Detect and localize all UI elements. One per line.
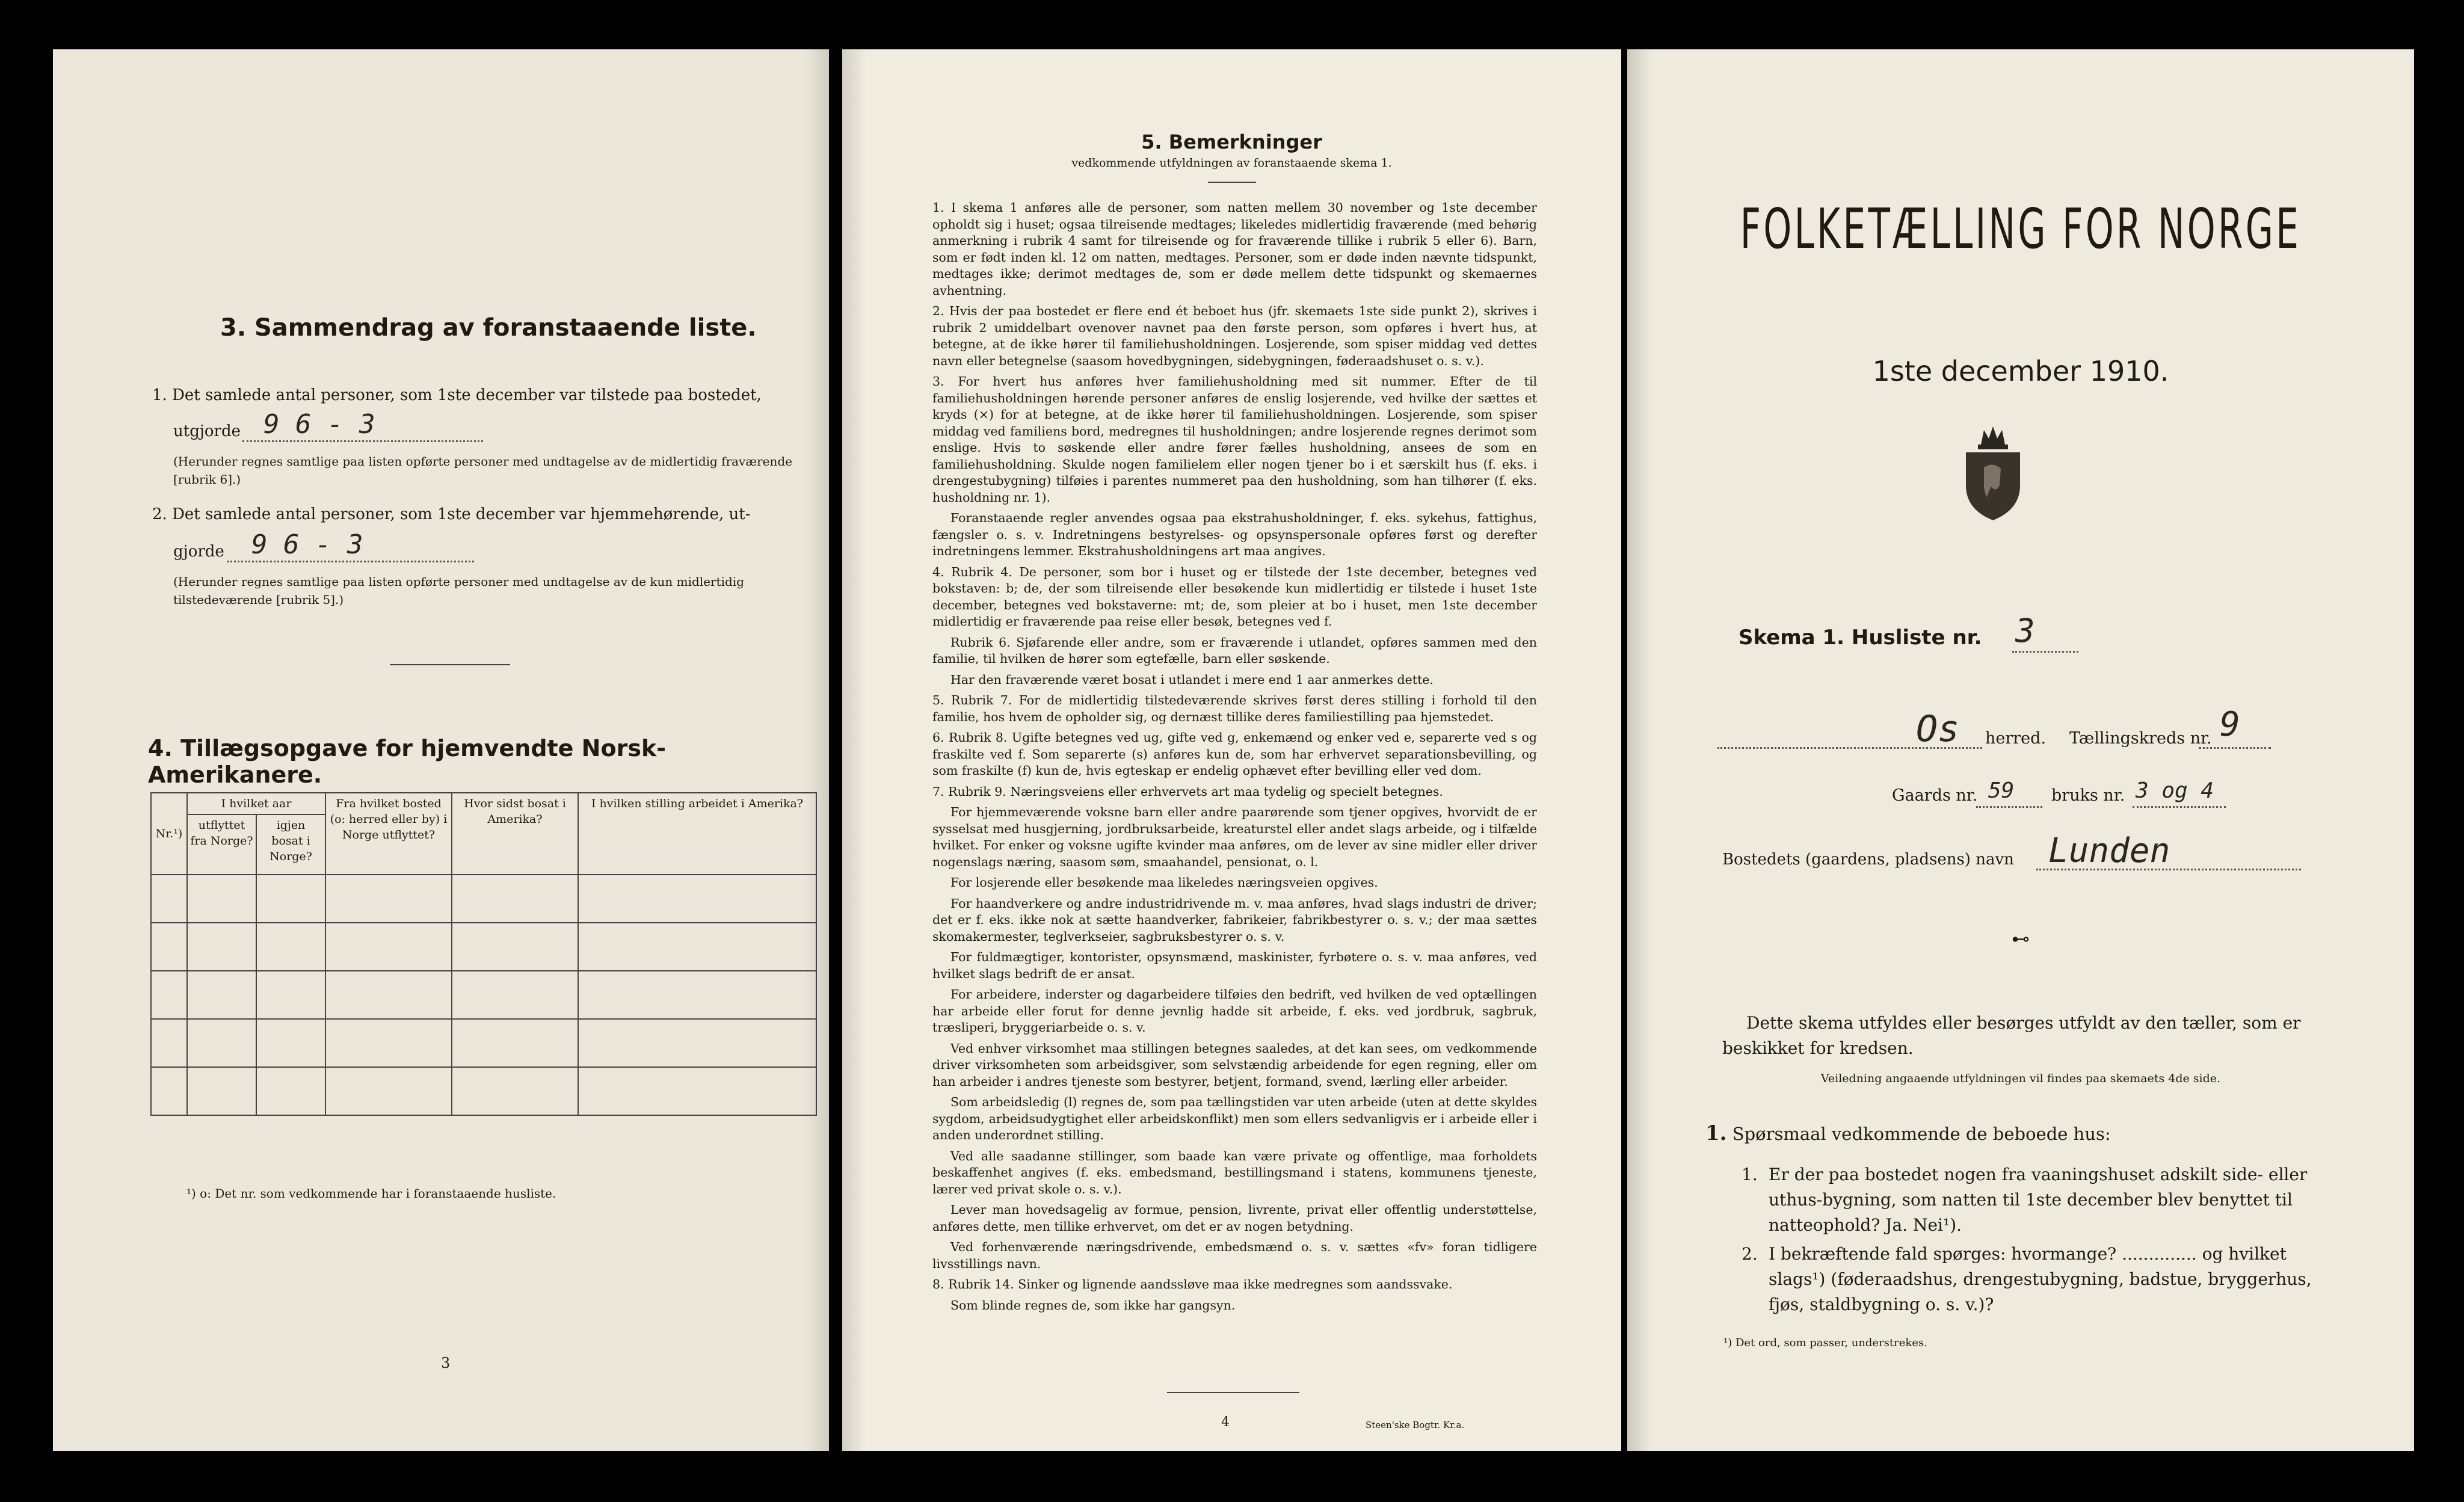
table-row bbox=[151, 971, 816, 1019]
divider bbox=[1208, 182, 1256, 183]
summary-item2: 2. Det samlede antal personer, som 1ste december var hjemmehørende, ut- bbox=[152, 505, 751, 523]
col-occupation: I hvilken stilling arbeidet i Amerika? bbox=[578, 793, 816, 875]
remark-7i: Ved alle saadanne stillinger, som baade kan være private og offentlige, maa forholdets beskaffenhet angives (f. eks. embedsmand, bestillingsmand i statens, kommunens tjeneste, lærer ved privat skole o. s. v.). bbox=[932, 1148, 1537, 1196]
col-last-lived: Hvor sidst bosat i Amerika? bbox=[452, 793, 578, 875]
remark-7h: Som arbeidsledig (l) regnes de, som paa tællingstiden var uten arbeide (uten at dette skyldes sygdom, arbeidsudygtighet eller arbeidskonflikt) men som ellers sedvanligvis er i arbeide eller i anden underordnet stilling. bbox=[932, 1095, 1537, 1142]
divider bbox=[1167, 1392, 1299, 1393]
summary-item1-note: (Herunder regnes samtlige paa listen opførte personer med undtagelse av de midlertidig fraværende [rubrik 6].) bbox=[173, 454, 793, 487]
questions-header-text: Spørsmaal vedkommende de beboede hus: bbox=[1732, 1124, 2111, 1144]
col-year-group: I hvilket aar bbox=[187, 793, 325, 814]
questions-header: 1. Spørsmaal vedkommende de beboede hus: bbox=[1705, 1121, 2111, 1145]
remark-4: 4. Rubrik 4. De personer, som bor i huset og er tilstede der 1ste december, betegnes ved bokstaven: b; de, der som tilreisende eller besøkende kun midlertidig er tilstede i huset 1ste december, betegnes ved bokstaverne: mt; de, som pleier at bo i huset, men 1ste december midlertidig er fraværende paa reise eller besøk, betegnes ved f. bbox=[932, 564, 1537, 629]
printer-mark: Steen'ske Bogtr. Kr.a. bbox=[1366, 1420, 1465, 1430]
remark-7e: For fuldmægtiger, kontorister, opsynsmænd, maskinister, fyrbøtere o. s. v. maa anføres, ved hvilket slags bedrift de er ansat. bbox=[932, 950, 1537, 981]
table-row bbox=[151, 1019, 816, 1067]
remark-7b: For hjemmeværende voksne barn eller andre paarørende som tjener opgives, hvorvidt de er sysselsat med husgjerning, jordbruksarbeide, kreaturstel eller andet slags arbeide, og i tilfælde hvilket. For enker og voksne ugifte kvinder maa anføres, om de lever av sine midler eller driver nogenslags næring, saasom søm, smaahandel, pensionat, o. l. bbox=[932, 805, 1537, 869]
remark-6: 6. Rubrik 8. Ugifte betegnes ved ug, gifte ved g, enkemænd og enker ved e, separerte ved s og fraskilte ved f. Som separerte (s) anføres kun de, som har erhvervet separationsbevilling, og som fraskilte (f) kun de, hvis egteskap er endelig ophævet efter bevilling eller ved dom. bbox=[932, 730, 1537, 778]
ornament: ⊷ bbox=[2012, 929, 2030, 950]
remark-7d: For haandverkere og andre industridrivende m. v. maa anføres, hvad slags industri de driver; det er f. eks. ikke nok at sætte haandverker, fabrikeier, fabrikbestyrer o. s. v.; der maa sættes skomakermester, teglverkseier, sagbruksbestyrer o. s. v. bbox=[932, 896, 1537, 944]
page3-footnote: ¹) Det ord, som passer, understrekes. bbox=[1723, 1337, 1927, 1349]
page-number-3: 3 bbox=[441, 1355, 451, 1371]
remark-4c: Har den fraværende været bosat i utlandet i mere end 1 aar anmerkes dette. bbox=[950, 672, 1434, 687]
dotted-line bbox=[2012, 651, 2078, 653]
gaards-label: Gaards nr. bbox=[1892, 786, 1978, 805]
herred-label: herred. bbox=[1985, 729, 2047, 748]
remark-7c: For losjerende eller besøkende maa likeledes næringsveien opgives. bbox=[950, 875, 1378, 890]
remarks-list bbox=[932, 200, 1537, 1318]
remark-7: 7. Rubrik 9. Næringsveiens eller erhvervets art maa tydelig og specielt betegnes. bbox=[932, 784, 1443, 799]
dotted-line bbox=[2036, 869, 2301, 870]
norsk-amerikanere-table bbox=[150, 792, 817, 1116]
bosted-label: Bostedets (gaardens, pladsens) navn bbox=[1722, 851, 2014, 869]
fold-shadow bbox=[1627, 49, 1651, 1451]
question-2-text: I bekræftende fald spørges: hvormange? .............. og hvilket slags¹) (føderaadshus, drengestubygning, badstue, bryggerhus, fjøs, staldbygning o. s. v.)? bbox=[1769, 1244, 2312, 1314]
dotted-line bbox=[227, 561, 474, 562]
summary-item1: 1. Det samlede antal personer, som 1ste december var tilstede paa bostedet, bbox=[152, 386, 762, 404]
page-middle bbox=[842, 49, 1621, 1451]
skema-label: Skema 1. Husliste nr. bbox=[1739, 626, 1982, 650]
bosted-value: Lunden bbox=[2048, 831, 2170, 870]
dotted-line bbox=[2133, 806, 2226, 808]
remark-7j: Lever man hovedsagelig av formue, pension, livrente, privat eller offentlig understøttelse, anføres dette, men tillike erhvervet, om det er av nogen betydning. bbox=[932, 1202, 1537, 1234]
remarks-subtitle: vedkommende utfyldningen av foranstaaende skema 1. bbox=[1071, 156, 1392, 170]
remark-8: 8. Rubrik 14. Sinker og lignende aandssløve maa ikke medregnes som aandssvake. bbox=[932, 1277, 1453, 1291]
dotted-line bbox=[2199, 747, 2271, 749]
table-footnote: ¹) o: Det nr. som vedkommende har i foranstaaende husliste. bbox=[186, 1186, 556, 1201]
remark-7g: Ved enhver virksomhet maa stillingen betegnes saaledes, at det kan sees, om vedkommende driver virksomheten som arbeidsgiver, som selvstændig arbeidende for egen regning, eller om han arbeider i andres tjeneste som bestyrer, betjent, formand, svend, lærling eller arbeider. bbox=[932, 1041, 1537, 1089]
krets-label: Tællingskreds nr. bbox=[2069, 729, 2212, 748]
divider bbox=[390, 664, 510, 665]
table-row bbox=[151, 875, 816, 923]
question-1: 1. Er der paa bostedet nogen fra vaaningshuset adskilt side- eller uthus-bygning, som natten til 1ste december blev benyttet til natteophold? Ja. Nei¹). bbox=[1742, 1162, 2325, 1238]
remark-2: 2. Hvis der paa bostedet er flere end ét beboet hus (jfr. skemaets 1ste side punkt 2), skrives i rubrik 2 umiddelbart ovenover navnet paa den første person, som opføres i hvert hus, at betegne, at de ikke hører til familiehusholdningen. Losjerende, som spiser middag ved dettes navn eller betegnelse (saasom hovedbygningen, sidebygningen, føderaadshuset o. s. v.). bbox=[932, 304, 1537, 368]
dotted-line bbox=[1976, 806, 2042, 808]
dotted-line bbox=[242, 440, 483, 442]
remarks-title: 5. Bemerkninger bbox=[1141, 131, 1322, 153]
fold-shadow bbox=[842, 49, 866, 1451]
gaards-value: 59 bbox=[1988, 778, 2015, 803]
summary-item2-prefix: gjorde bbox=[173, 543, 224, 561]
summary-item1-value: 9 6 - 3 bbox=[263, 409, 375, 440]
col-returned: igjen bosat i Norge? bbox=[256, 814, 325, 875]
guidance-text: Veiledning angaaende utfyldningen vil findes paa skemaets 4de side. bbox=[1820, 1072, 2221, 1085]
page-number-4: 4 bbox=[1221, 1415, 1230, 1430]
col-emigrated: utflyttet fra Norge? bbox=[187, 814, 256, 875]
remark-5: 5. Rubrik 7. For de midlertidig tilstedeværende skrives først deres stilling i forhold til den familie, hos hvem de opholder sig, og dernæst tillike deres familiestilling paa hjemstedet. bbox=[932, 693, 1537, 724]
table-row bbox=[151, 923, 816, 971]
main-title: FOLKETÆLLING FOR NORGE bbox=[1740, 197, 2302, 261]
herred-value: Os bbox=[1916, 708, 1960, 750]
remark-8b: Som blinde regnes de, som ikke har gangsyn. bbox=[950, 1297, 1236, 1313]
page-right bbox=[1627, 49, 2414, 1451]
remark-3: 3. For hvert hus anføres hver familiehusholdning med sit nummer. Efter de til familiehusholdningen hørende personer anføres de enslig losjerende, ved hvilke der sættes et kryds (×) for at betegne, at de ikke hører til familiehusholdningen. Losjerende, som spiser middag ved familiens bord, medregnes til husholdningen; andre losjerende regnes derimot som enslige. Hvis to søskende eller andre fører fælles husholdning, ansees de som en familiehusholdning. Skulde nogen familielem eller nogen tjener bo i et særskilt hus (f. eks. i drengestubygning) tilføies i parentes nummeret paa den husholdning, som han tilhører (f. eks. husholdning nr. 1). bbox=[932, 374, 1537, 505]
bruks-label: bruks nr. bbox=[2051, 786, 2125, 805]
intro-text: Dette skema utfyldes eller besørges utfyldt av den tæller, som er beskikket for kredsen. bbox=[1722, 1013, 2301, 1058]
section3-title: 3. Sammendrag av foranstaaende liste. bbox=[220, 314, 757, 342]
remark-7k: Ved forhenværende næringsdrivende, embedsmænd o. s. v. sættes «fv» foran tidligere livsstillings navn. bbox=[932, 1240, 1537, 1271]
husliste-nr-value: 3 bbox=[2015, 612, 2035, 650]
summary-item2-note: (Herunder regnes samtlige paa listen opførte personer med undtagelse av de kun midlertidig tilstedeværende [rubrik 5].) bbox=[173, 574, 745, 607]
coat-of-arms-icon bbox=[1960, 425, 2026, 522]
col-from-where: Fra hvilket bosted (o: herred eller by) i Norge utflyttet? bbox=[325, 793, 452, 875]
question-2: 2. I bekræftende fald spørges: hvormange? .............. og hvilket slags¹) (føderaadshus, drengestubygning, badstue, bryggerhus, fjøs, staldbygning o. s. v.)? bbox=[1742, 1242, 2325, 1317]
question-1-text: Er der paa bostedet nogen fra vaaningshuset adskilt side- eller uthus-bygning, som natten til 1ste december blev benyttet til natteophold? Ja. Nei¹). bbox=[1769, 1165, 2308, 1235]
krets-value: 9 bbox=[2220, 705, 2240, 744]
remark-1: 1. I skema 1 anføres alle de personer, som natten mellem 30 november og 1ste december opholdt sig i huset; ogsaa tilreisende medtages; likeledes midlertidig fraværende (med behørig anmerkning i rubrik 4 samt for tilreisende og for fraværende tillike i rubrik 5 eller 6). Barn, som er født inden kl. 12 om natten, medtages. Personer, som er døde inden nævnte tidspunkt, medtages ikke; derimot medtages de, som er døde mellem dette tidspunkt og skemaernes avhentning. bbox=[932, 200, 1537, 298]
census-date: 1ste december 1910. bbox=[1872, 355, 2169, 387]
section4-title: 4. Tillægsopgave for hjemvendte Norsk-Amerikanere. bbox=[148, 735, 666, 788]
summary-item2-value: 9 6 - 3 bbox=[251, 529, 363, 560]
remark-4b: Rubrik 6. Sjøfarende eller andre, som er fraværende i utlandet, opføres sammen med den familie, til hvilken de hører som egtefælle, barn eller søskende. bbox=[932, 635, 1537, 666]
table-row bbox=[151, 1067, 816, 1115]
col-nr: Nr.¹) bbox=[151, 793, 187, 875]
page-left bbox=[53, 49, 829, 1451]
remark-3b: Foranstaaende regler anvendes ogsaa paa ekstrahusholdninger, f. eks. sykehus, fattighus, fængsler o. s. v. Indretningens bestyrelses- og opsynspersonale opføres først og derefter indretningens lemmer. Ekstrahusholdningens art maa angives. bbox=[932, 511, 1537, 558]
remark-7f: For arbeidere, inderster og dagarbeidere tilføies den bedrift, ved hvilken de ved optællingen har arbeide eller forut for denne jevnlig hadde sit arbeide, f. eks. ved jordbruk, sagbruk, træsliperi, bryggeriarbeide o. s. v. bbox=[932, 987, 1537, 1035]
bruks-value: 3 og 4 bbox=[2136, 778, 2214, 803]
summary-item1-prefix: utgjorde bbox=[173, 422, 241, 440]
